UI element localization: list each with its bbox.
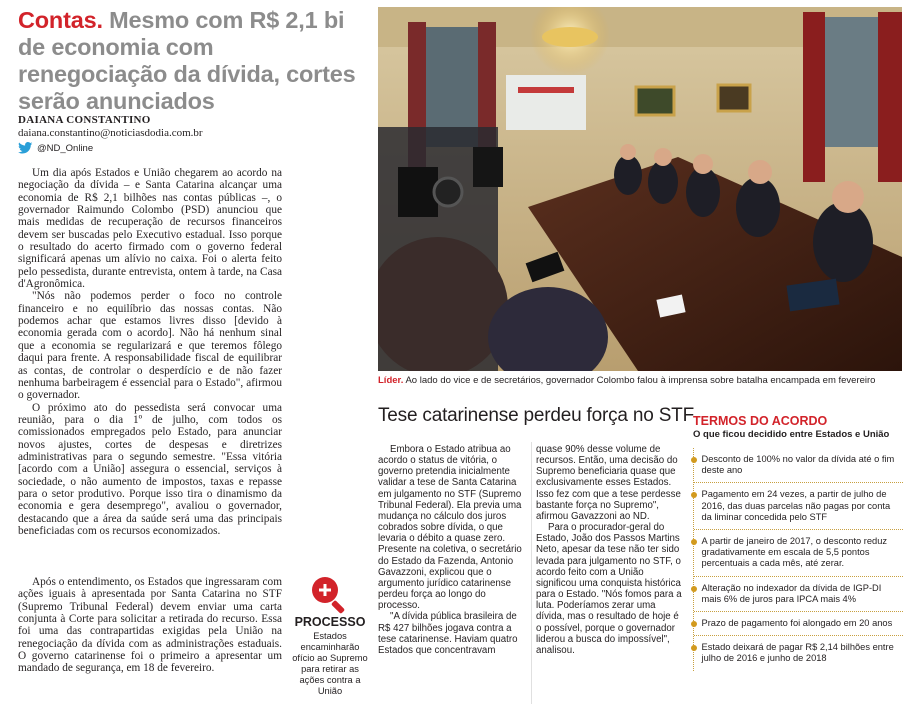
termo-text: Prazo de pagamento foi alongado em 20 anos: [701, 618, 893, 629]
list-item: [694, 448, 903, 483]
termo-text: Estado deixará de pagar R$ 2,14 bilhões entre julho de 2016 e junho de 2018: [701, 642, 894, 664]
processo-title: PROCESSO: [294, 615, 366, 629]
bullet-dot-icon: [691, 586, 697, 592]
press-conference-photo: [378, 7, 902, 371]
list-item: [694, 636, 903, 670]
termo-text: Alteração no indexador da dívida de IGP-DI mais 6% de juros para IPCA mais 4%: [701, 582, 882, 604]
article-body-continued: [18, 576, 282, 675]
twitter-handle: @ND_Online: [37, 142, 94, 154]
headline-kicker: Contas.: [18, 7, 103, 33]
byline-email[interactable]: daiana.constantino@noticiasdodia.com.br: [18, 127, 203, 139]
photo-caption: [378, 375, 906, 387]
processo-box: [290, 574, 370, 697]
list-item: [694, 530, 903, 577]
sub-article-title: Tese catarinense perdeu força no STF: [378, 405, 694, 426]
body-paragraph: Um dia após Estados e União chegarem ao acordo na negociação da dívida – e Santa Catarina alcançar uma economia de R$ 2,1 bilhões nas contas públicas –, o governador Raimundo Colombo (PSD) anunciou que mais medidas de recuperação de recursos financeiros devem ser buscadas pelo Executivo estadual. Isso porque o resultado do acerto firmado com o governo federal significará apenas um alívio no caixa. Foi o alerta feito pelo pessedista, durante entrevista, ontem à tarde, na Casa d'Agronômica.: [18, 167, 282, 291]
termo-text: Desconto de 100% no valor da dívida até o fim deste ano: [701, 454, 895, 476]
termos-subtitle: O que ficou decidido entre Estados e União: [693, 429, 890, 440]
twitter-bird-icon: [18, 142, 33, 154]
sub-paragraph: Embora o Estado atribua ao acordo o status de vitória, o governo pretendia inicialmente validar a tese de Santa Catarina em julgamento no STF (Supremo Tribunal Federal). Ela previa uma mudança no cálculo dos juros cobrados sobre dívida, o que levaria o débito a quase zero. Presente na coletiva, o secretário do Estado da Fazenda, Antonio Gavazzoni, explicou que o argumento jurídico catarinense perdeu força ao longo do processo.: [378, 444, 522, 612]
bullet-dot-icon: [691, 621, 697, 627]
bullet-dot-icon: [691, 492, 697, 498]
byline-author: DAIANA CONSTANTINO: [18, 114, 151, 126]
termos-do-acordo-box: [693, 414, 903, 671]
list-item: [694, 483, 903, 530]
list-item: [694, 612, 903, 636]
caption-label: Líder.: [378, 375, 404, 386]
headline-title: Mesmo com R$ 2,1 bi de economia com renegociação da dívida, cortes serão anunciados: [18, 7, 356, 114]
termo-text: A partir de janeiro de 2017, o desconto reduz gradativamente em escala de 5,5 pontos percentuais a cada mês, até zerar.: [701, 536, 888, 569]
magnifier-plus-icon: [308, 574, 352, 614]
bullet-dot-icon: [691, 457, 697, 463]
headline: [18, 7, 368, 115]
sub-article-column-1: [378, 444, 526, 656]
sub-article-column-2: [536, 444, 684, 656]
termo-text: Pagamento em 24 vezes, a partir de julho de 2016, das duas parcelas não pagas por conta da liminar concedida pelo STF: [701, 489, 891, 522]
bullet-dot-icon: [691, 645, 697, 651]
body-paragraph: "Nós não podemos perder o foco no controle financeiro e no equilíbrio das nossas contas. Não podemos achar que estamos livres disso [devido à economia gerada com o acordo]. Não há nenhum sinal que a economia se regularizará e que teremos fôlego daqui para frente. A responsabilidade fiscal de equilibrar as contas, de controlar o desperdício e de não fazer nenhuma barbeiragem é essencial para o Estado", afirmou o governador.: [18, 290, 282, 402]
column-divider: [531, 442, 532, 704]
termos-title: TERMOS DO ACORDO: [693, 414, 828, 428]
list-item: [694, 577, 903, 612]
bullet-dot-icon: [691, 539, 697, 545]
caption-text: Ao lado do vice e de secretários, governador Colombo falou à imprensa sobre batalha encampada em fevereiro: [405, 375, 876, 386]
article-body: [18, 167, 282, 537]
sub-paragraph: Para o procurador-geral do Estado, João dos Passos Martins Neto, apesar da tese não ter sido levada para julgamento no STF, o acordo feito com a União significou uma conquista histórica para o Estado. "Nós fomos para a luta. Poderíamos zerar uma dívida, mas o resultado de hoje é o possível, porque o governador liderou a busca do impossível", analisou.: [536, 522, 682, 656]
processo-text: Estados encaminharão ofício ao Supremo para retirar as ações contra a União: [292, 631, 368, 696]
sub-paragraph: quase 90% desse volume de recursos. Então, uma decisão do Supremo beneficiaria quase que exclusivamente esses Estados. Isso fez com que a tese perdesse bastante força no Supremo", afirmou Gavazzoni ao ND.: [536, 444, 681, 522]
sub-paragraph: "A dívida pública brasileira de R$ 427 bilhões jogava contra a tese catarinense. Haviam quatro Estados que concentravam: [378, 611, 518, 656]
photo-illustration: [378, 7, 902, 371]
body-paragraph: O próximo ato do pessedista será convocar uma reunião, para o dia 1º de julho, com todos os comissionados empregados pelo Estado, para anunciar novos ajustes, cortes de despesas e diretrizes administrativas para o segundo semestre. "Essa vitória [acordo com a União] assegura o essencial, serviços à sociedade, o não aumento de impostos, taxas e repasse para o setor produtivo. Porque isso tira o dinamismo da economia e gera desemprego", avaliou o governador, destacando que a área da saúde será uma das principais beneficiadas com os recursos economizados.: [18, 401, 282, 537]
termos-list: [693, 448, 903, 671]
body-paragraph: Após o entendimento, os Estados que ingressaram com ações iguais à apresentada por Santa Catarina no STF (Supremo Tribunal Federal) devem enviar uma carta conjunta à Corte para solicitar a retirada do recurso. Essa foi uma das contrapartidas exigidas pela União na renegociação da dívida com as administrações estaduais. O governo catarinense foi o primeiro a apresentar um mandado de segurança, em 18 de fevereiro.: [18, 576, 282, 675]
byline-twitter[interactable]: [18, 141, 93, 155]
